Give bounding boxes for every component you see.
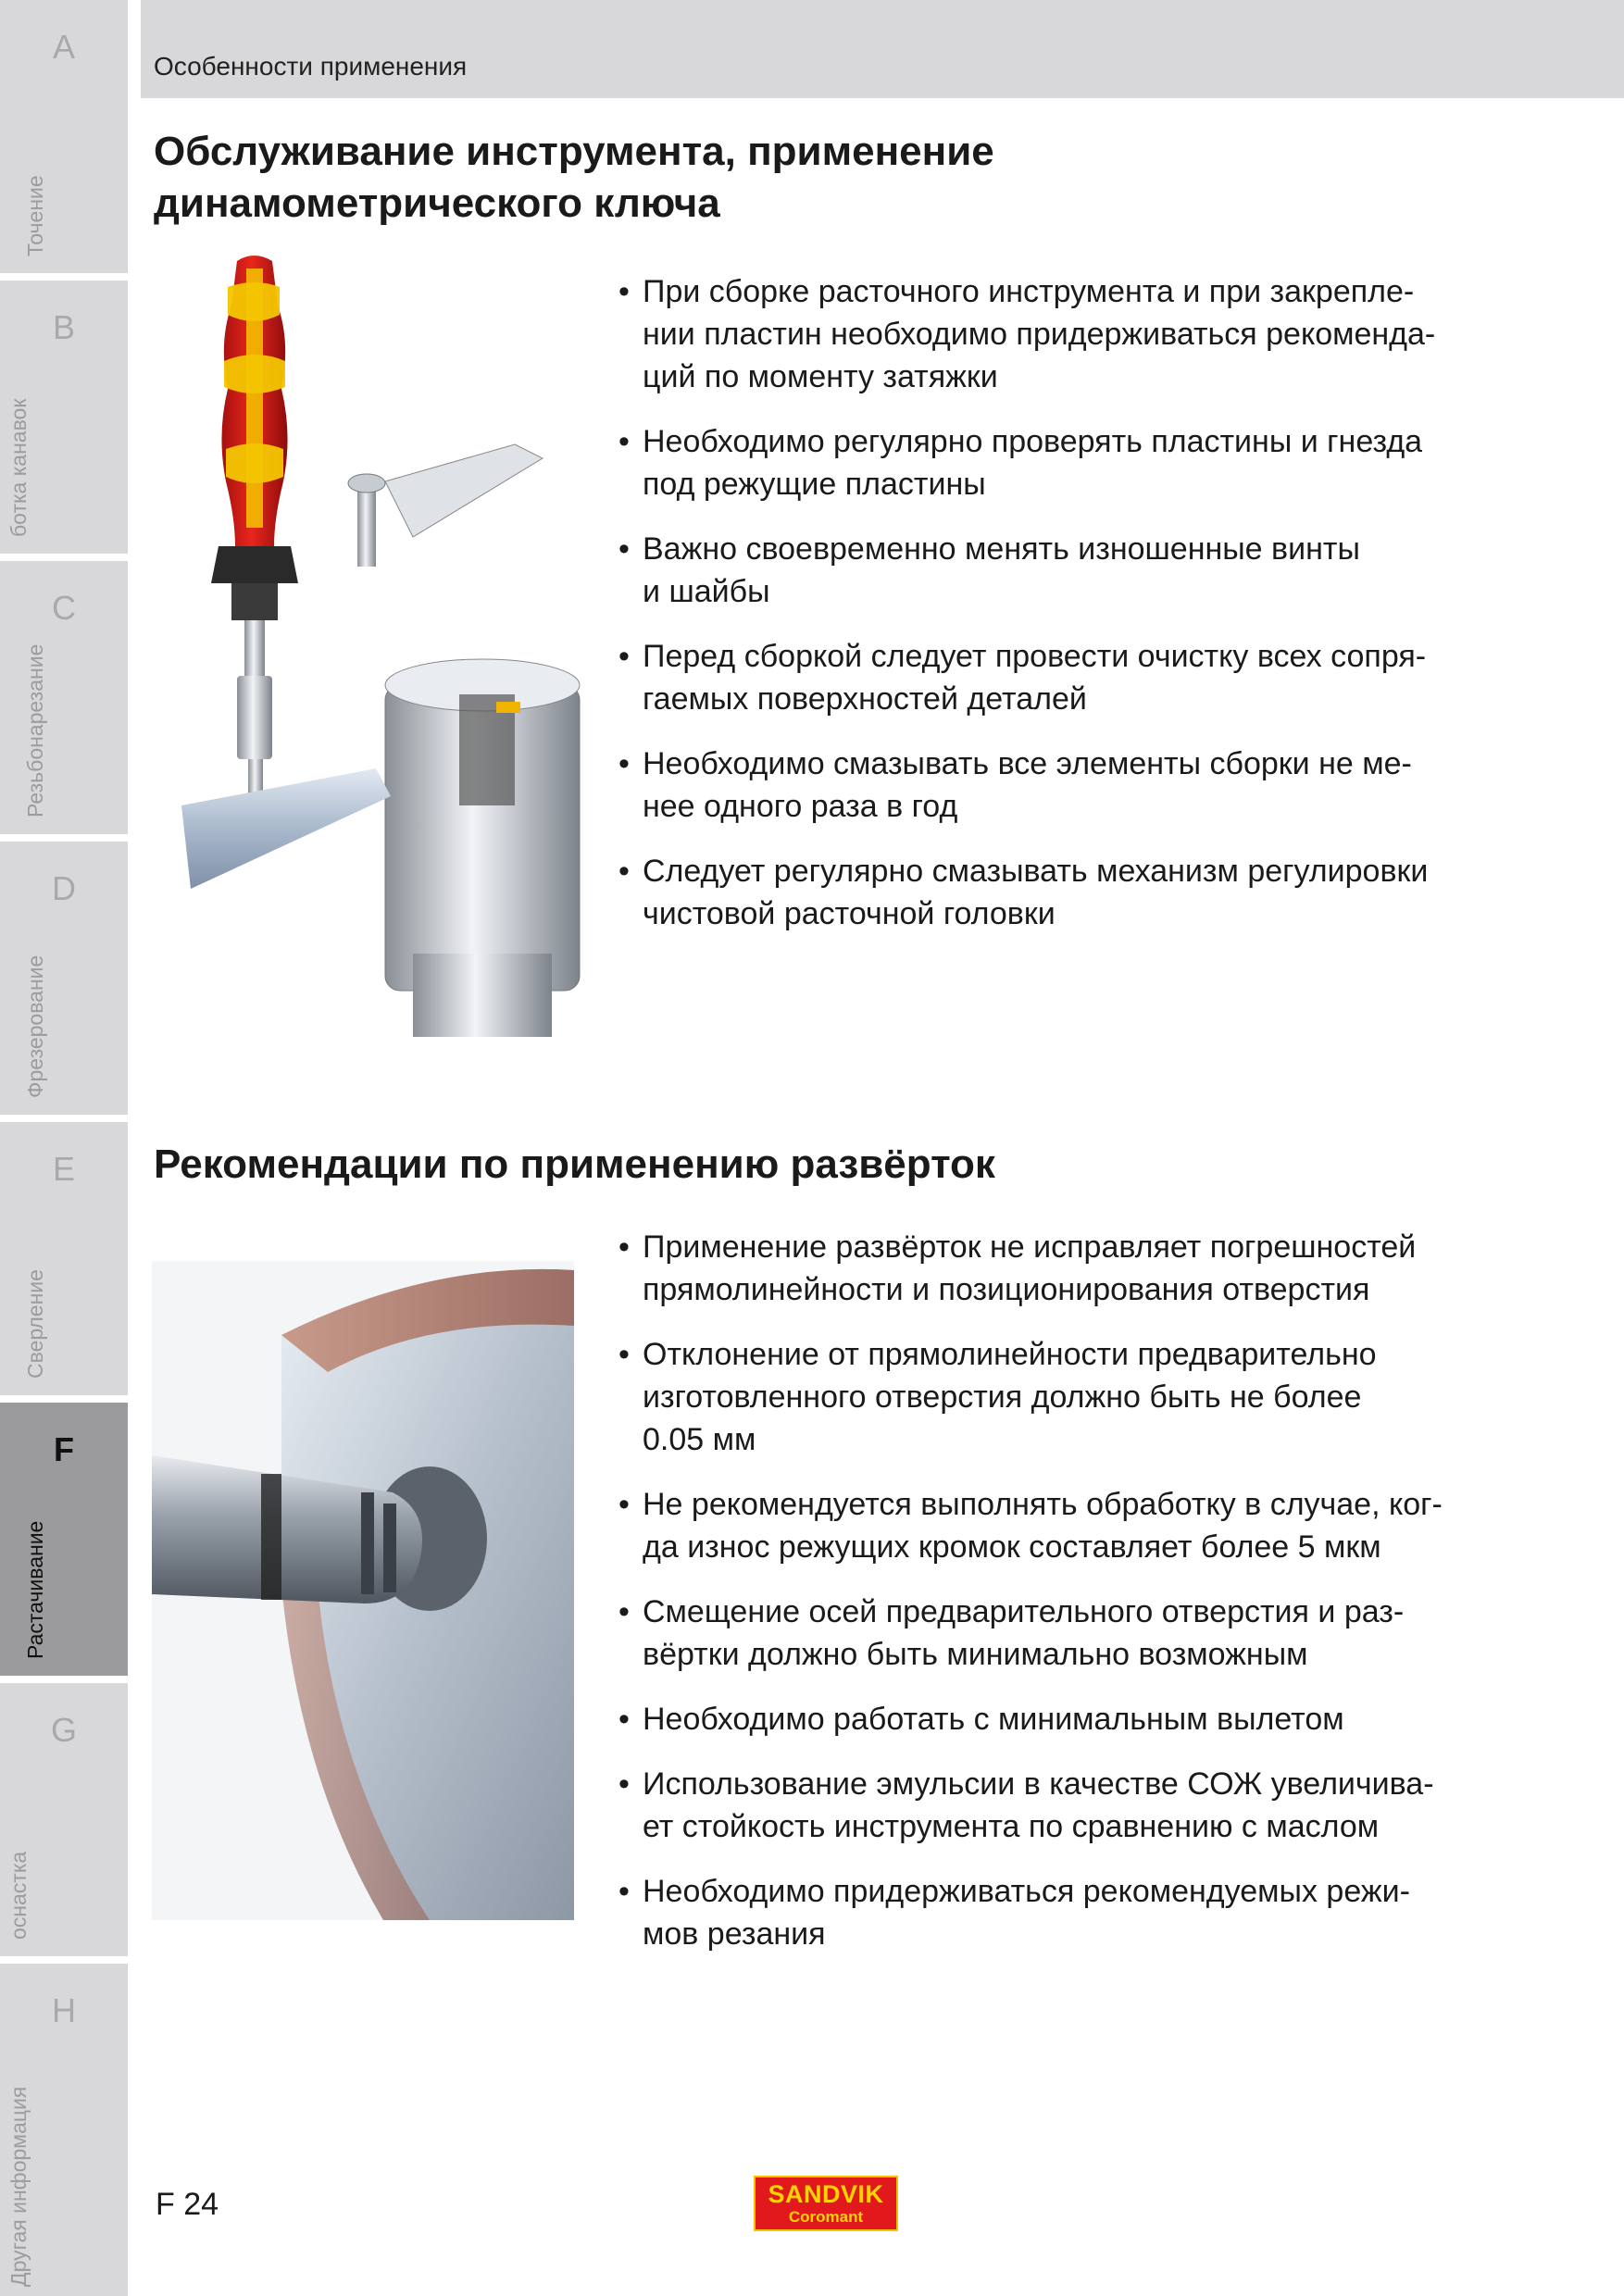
tab-machinability-other[interactable] <box>0 1964 128 2296</box>
tab-letter: A <box>52 28 75 66</box>
maintenance-list <box>618 270 1507 957</box>
list-item <box>618 850 1507 935</box>
list-item <box>618 420 1507 505</box>
list-line: • Смещение осей предварительного отверстия и раз- <box>643 1594 1405 1629</box>
list-item <box>618 1591 1507 1676</box>
tab-milling[interactable] <box>0 842 128 1115</box>
list-line: чистовой расточной головки <box>643 896 1056 931</box>
tab-threading[interactable] <box>0 561 128 834</box>
list-item <box>618 1333 1507 1461</box>
sandvik-coromant-logo <box>754 2176 898 2231</box>
list-line: • Следует регулярно смазывать механизм регулировки <box>643 854 1429 889</box>
tab-parting-grooving[interactable] <box>0 281 128 554</box>
list-line: ет стойкость инструмента по сравнению с маслом <box>643 1809 1380 1844</box>
tab-label: оснастка <box>6 1851 31 1940</box>
page-header <box>141 0 1624 98</box>
list-line: ций по моменту затяжки <box>643 359 998 394</box>
section-title-maintenance <box>154 126 1172 230</box>
list-item <box>618 1698 1507 1741</box>
tab-label: Резьбонарезание <box>23 643 47 817</box>
list-item <box>618 1763 1507 1848</box>
tab-label: Фрезерование <box>23 955 47 1098</box>
list-line: вёртки должно быть минимально возможным <box>643 1637 1308 1672</box>
list-line: и шайбы <box>643 574 770 609</box>
list-line: гаемых поверхностей деталей <box>643 681 1087 717</box>
tab-letter: E <box>52 1150 75 1188</box>
reamer-list <box>618 1226 1507 1978</box>
tab-letter: G <box>50 1711 77 1749</box>
tab-label: ботка канавок <box>6 398 31 537</box>
list-line: • Необходимо работать с минимальным вылетом <box>643 1702 1344 1737</box>
list-item <box>618 742 1507 828</box>
tab-letter: F <box>54 1430 74 1468</box>
page-number: F 24 <box>156 2187 219 2222</box>
list-line: • При сборке расточного инструмента и при закрепле- <box>643 274 1415 309</box>
logo-wordmark: SANDVIK <box>768 2180 884 2208</box>
list-item <box>618 635 1507 720</box>
list-line: • Необходимо придерживаться рекомендуемых режи- <box>643 1874 1410 1909</box>
header-title: Особенности применения <box>154 52 468 81</box>
tab-label: Точение <box>23 175 47 256</box>
logo-subtitle: Coromant <box>788 2208 864 2226</box>
tab-letter: D <box>52 869 76 907</box>
tab-letter: B <box>52 308 75 346</box>
title-line: Обслуживание инструмента, применение <box>154 129 994 174</box>
list-item <box>618 528 1507 613</box>
tab-label: Растачивание <box>23 1520 47 1659</box>
list-line: • Необходимо регулярно проверять пластины и гнезда <box>643 424 1423 459</box>
tab-tooling-systems[interactable] <box>0 1683 128 1956</box>
list-line: • Использование эмульсии в качестве СОЖ увеличива- <box>643 1766 1434 1802</box>
tab-label: Сверление <box>23 1269 47 1379</box>
list-line: под режущие пластины <box>643 467 986 502</box>
list-line: • Применение развёрток не исправляет погрешностей <box>643 1229 1417 1265</box>
tab-drilling[interactable] <box>0 1122 128 1395</box>
list-line: мов резания <box>643 1916 826 1952</box>
title-line: динамометрического ключа <box>154 181 720 226</box>
list-item <box>618 1226 1507 1311</box>
list-line: • Важно своевременно менять изношенные винты <box>643 531 1360 567</box>
section-title-reamers: Рекомендации по применению развёрток <box>154 1142 995 1187</box>
tab-letter: H <box>52 1991 76 2029</box>
list-line: 0.05 мм <box>643 1422 756 1457</box>
reamer-photo <box>152 1261 574 1920</box>
tab-boring[interactable] <box>0 1403 128 1676</box>
list-line: изготовленного отверстия должно быть не более <box>643 1379 1362 1415</box>
tab-letter: C <box>52 589 76 627</box>
list-line: прямолинейности и позиционирования отверстия <box>643 1272 1370 1307</box>
list-line: нии пластин необходимо придерживаться рекоменда- <box>643 317 1436 352</box>
list-line: • Перед сборкой следует провести очистку всех сопря- <box>643 639 1427 674</box>
list-line: нее одного раза в год <box>643 789 958 824</box>
tab-turning[interactable] <box>0 0 128 273</box>
list-line: • Необходимо смазывать все элементы сборки не ме- <box>643 746 1412 781</box>
list-item <box>618 1483 1507 1568</box>
list-item <box>618 1870 1507 1955</box>
section-tabs <box>0 0 128 2296</box>
torque-screwdriver-illustration <box>181 250 596 1037</box>
list-line: • Отклонение от прямолинейности предварительно <box>643 1337 1377 1372</box>
list-line: • Не рекомендуется выполнять обработку в случае, ког- <box>643 1487 1443 1522</box>
list-item <box>618 270 1507 398</box>
tab-label: Другая информация <box>6 2086 31 2287</box>
list-line: да износ режущих кромок составляет более 5 мкм <box>643 1529 1381 1565</box>
